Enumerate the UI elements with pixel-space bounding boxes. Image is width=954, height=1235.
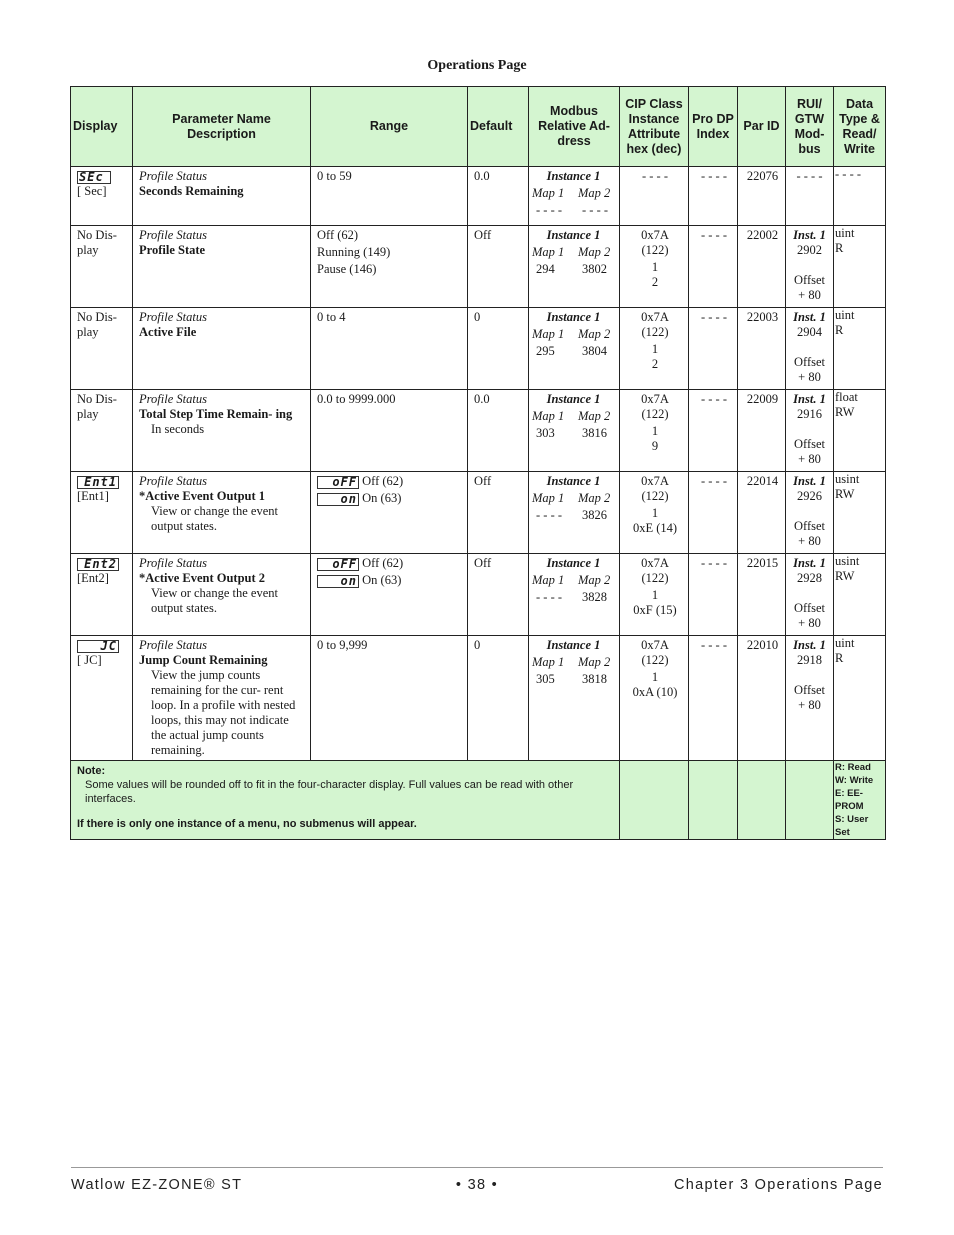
display-label: [ JC] [77,653,102,667]
cip-value: (122) [641,325,669,339]
cip-value: (122) [641,571,669,585]
cell-display [71,472,133,554]
col-header-dtype: Data Type & Read/ Write [834,87,886,167]
modbus-map2-label: Map 2 [578,327,611,341]
lcd-range-code: oFF [317,476,359,489]
modbus-instance: Instance 1 [546,228,601,242]
modbus-map2-address: 3818 [582,672,607,686]
cip-value: 1 [651,506,659,520]
cell-range [311,472,468,554]
modbus-map2-address: 3816 [582,426,607,440]
rui-value [787,504,832,519]
col-header-default: Default [468,87,529,167]
modbus-instance: Instance 1 [546,638,601,652]
data-type-value: usint [835,554,860,568]
cell-modbus [529,226,620,308]
cell-parid: 22014 [738,472,786,554]
range-option [317,474,463,489]
param-name: *Active Event Output 1 [139,489,266,503]
cell-range [311,636,468,761]
modbus-map1-label: Map 1 [532,327,565,341]
cell-rui [786,308,834,390]
param-name: Total Step Time Remain- ing [139,407,293,421]
cell-rui [786,167,834,226]
cell-prodp: - - - - [689,554,738,636]
cip-value: (122) [641,489,669,503]
cell-data-type [834,308,886,390]
cip-value: 1 [651,260,659,274]
cell-param-name [133,167,311,226]
footer-page-number: • 38 • [455,1177,499,1193]
table-row [71,226,886,308]
col-header-display: Display [71,87,133,167]
modbus-map-grid [532,186,615,218]
range-value: Pause (146) [317,262,377,276]
modbus-map1-label: Map 1 [532,245,565,259]
cell-param-name [133,226,311,308]
rui-value: + 80 [798,616,821,630]
cell-prodp: - - - - [689,167,738,226]
range-value: 0 to 4 [317,310,346,324]
lcd-display-code: SEc [77,171,111,184]
cell-display [71,308,133,390]
modbus-instance: Instance 1 [546,556,601,570]
rui-instance: Inst. 1 [793,392,826,406]
cell-modbus [529,390,620,472]
range-option-text: On (63) [362,573,402,587]
rui-value: 2926 [797,489,822,503]
rui-value: + 80 [798,534,821,548]
data-type-value: R [835,323,844,337]
modbus-map1-label: Map 1 [532,186,565,200]
rui-value: - - - - [796,169,823,183]
rui-instance: Inst. 1 [793,310,826,324]
modbus-map2-label: Map 2 [578,409,611,423]
cell-cip [620,390,689,472]
rui-value: Offset [793,437,825,451]
range-option-text: On (63) [362,491,402,505]
cell-parid: 22015 [738,554,786,636]
rui-value: + 80 [798,288,821,302]
cip-value: 0x7A [641,310,669,324]
col-header-param-name-line2: Description [187,126,256,141]
cip-value: 9 [651,439,659,453]
cell-cip [620,554,689,636]
cell-default: 0 [468,308,529,390]
rui-value [787,586,832,601]
data-type-value: R [835,651,844,665]
param-category: Profile Status [139,169,207,183]
cip-value: 0xA (10) [632,685,678,699]
data-type-value: RW [835,487,855,501]
lcd-range-code: on [317,575,359,588]
cell-parid: 22009 [738,390,786,472]
modbus-map2-label: Map 2 [578,573,611,587]
col-header-rui: RUI/ GTW Mod-bus [786,87,834,167]
modbus-map1-address: 294 [536,262,555,276]
rui-value: Offset [793,273,825,287]
data-type-value: RW [835,569,855,583]
lcd-display-code: JC [77,640,119,653]
rui-value: 2902 [797,243,822,257]
note-empty-parid [738,761,786,840]
param-name: Jump Count Remaining [139,653,268,667]
cell-range [311,308,468,390]
cell-param-name [133,308,311,390]
cell-prodp: - - - - [689,472,738,554]
cip-value: 1 [651,424,659,438]
table-row [71,167,886,226]
cell-parid: 22002 [738,226,786,308]
cip-value: (122) [641,243,669,257]
rui-instance: Inst. 1 [793,556,826,570]
display-label: [Ent1] [77,489,109,503]
cell-data-type [834,636,886,761]
modbus-map1-label: Map 1 [532,573,565,587]
cip-value: 1 [651,670,659,684]
rui-value: Offset [793,683,825,697]
rui-value [787,340,832,355]
param-name: Active File [139,325,197,339]
modbus-map1-address: 305 [536,672,555,686]
cell-cip [620,308,689,390]
param-category: Profile Status [139,474,207,488]
cell-modbus [529,554,620,636]
legend-user-set: S: User Set [835,814,869,838]
modbus-map1-label: Map 1 [532,655,565,669]
cell-data-type [834,554,886,636]
range-option-text: Off (62) [362,474,404,488]
param-description: View or change the event output states. [151,504,278,533]
modbus-map2-address: - - - - [582,203,609,217]
modbus-map2-address: 3828 [582,590,607,604]
note-title: Note: [77,765,106,777]
data-type-value: uint [835,226,855,240]
param-description: In seconds [151,422,205,436]
modbus-map2-address: 3804 [582,344,607,358]
rui-value: 2916 [797,407,822,421]
legend-cell [834,761,886,840]
modbus-map-grid [532,327,615,359]
param-description: View the jump counts remaining for the cur- rent loop. In a profile with nested loops, this may not indicate the actual jump counts remaining. [151,668,296,757]
note-empty-rui [786,761,834,840]
param-name: Seconds Remaining [139,184,244,198]
modbus-map-grid [532,573,615,605]
header-row [71,87,886,167]
modbus-map1-address: 303 [536,426,555,440]
modbus-map2-label: Map 2 [578,491,611,505]
footer-rule [71,1167,883,1168]
modbus-map-grid [532,491,615,523]
lcd-display-code: Ent1 [77,476,119,489]
cell-range [311,390,468,472]
cip-value: (122) [641,653,669,667]
modbus-map-grid [532,245,615,277]
table-row [71,554,886,636]
col-header-range: Range [311,87,468,167]
cip-value: 1 [651,342,659,356]
rui-value: + 80 [798,698,821,712]
table-row [71,472,886,554]
col-header-prodp: Pro DP Index [689,87,738,167]
rui-value: 2904 [797,325,822,339]
range-value: Running (149) [317,245,391,259]
modbus-map1-address: 295 [536,344,555,358]
cell-data-type [834,226,886,308]
cell-modbus [529,167,620,226]
note-empty-cip [620,761,689,840]
cell-data-type [834,167,886,226]
display-label: [Ent2] [77,571,109,585]
cip-value: 0x7A [641,638,669,652]
cell-parid: 22003 [738,308,786,390]
cell-display [71,554,133,636]
cell-rui [786,226,834,308]
cip-value: 0x7A [641,392,669,406]
rui-value [787,422,832,437]
cell-cip [620,472,689,554]
cell-cip [620,226,689,308]
modbus-map1-address: - - - - [536,203,563,217]
rui-value: Offset [793,601,825,615]
range-value: 0.0 to 9999.000 [317,392,396,406]
cell-default: Off [468,226,529,308]
cell-cip [620,636,689,761]
lcd-range-code: oFF [317,558,359,571]
lcd-range-code: on [317,493,359,506]
data-type-value: usint [835,472,860,486]
cell-param-name [133,554,311,636]
modbus-map2-label: Map 2 [578,655,611,669]
cell-display [71,167,133,226]
cip-value: 0xF (15) [633,603,677,617]
range-option [317,491,463,506]
param-category: Profile Status [139,310,207,324]
data-type-value: RW [835,405,855,419]
param-name: *Active Event Output 2 [139,571,266,585]
modbus-map1-address: - - - - [536,508,563,522]
cell-param-name [133,390,311,472]
modbus-map2-label: Map 2 [578,245,611,259]
range-value: 0 to 59 [317,169,352,183]
modbus-map2-label: Map 2 [578,186,611,200]
legend-read: R: Read [835,762,871,773]
display-label: No Dis- play [77,228,117,257]
footer-product: Watlow EZ-ZONE® ST [71,1177,243,1193]
cell-display [71,226,133,308]
cell-default: 0 [468,636,529,761]
cell-data-type [834,390,886,472]
rui-value: Offset [793,355,825,369]
table-row [71,636,886,761]
cell-cip [620,167,689,226]
cell-modbus [529,472,620,554]
modbus-instance: Instance 1 [546,474,601,488]
param-category: Profile Status [139,556,207,570]
cell-default: 0.0 [468,390,529,472]
rui-value [787,668,832,683]
cell-prodp: - - - - [689,636,738,761]
cip-value: 2 [651,275,659,289]
cell-parid: 22010 [738,636,786,761]
display-label: No Dis- play [77,392,117,421]
cip-value: - - - - [641,169,669,183]
col-header-modbus: Modbus Relative Ad-dress [529,87,620,167]
cell-prodp: - - - - [689,226,738,308]
range-option-text: Off (62) [362,556,404,570]
modbus-map-grid [532,409,615,441]
note-empty-prodp [689,761,738,840]
cip-value: 0x7A [641,228,669,242]
modbus-map2-address: 3802 [582,262,607,276]
col-header-param-name [133,87,311,167]
modbus-map1-label: Map 1 [532,491,565,505]
legend-eeprom: E: EE- PROM [835,788,864,812]
cip-value: 2 [651,357,659,371]
footer-chapter: Chapter 3 Operations Page [673,1177,883,1193]
cell-prodp: - - - - [689,390,738,472]
modbus-map1-address: - - - - [536,590,563,604]
cell-range [311,554,468,636]
modbus-map-grid [532,655,615,687]
modbus-instance: Instance 1 [546,169,601,183]
cip-value: (122) [641,407,669,421]
table-row [71,390,886,472]
cip-value: 1 [651,588,659,602]
modbus-instance: Instance 1 [546,392,601,406]
note-cell [71,761,620,840]
table-row [71,308,886,390]
cell-default: 0.0 [468,167,529,226]
cip-value: 0x7A [641,474,669,488]
rui-value: Offset [793,519,825,533]
cell-display [71,390,133,472]
range-option [317,573,463,588]
cell-default: Off [468,554,529,636]
range-option [317,556,463,571]
cell-param-name [133,472,311,554]
data-type-value: uint [835,636,855,650]
cell-modbus [529,308,620,390]
range-value: 0 to 9,999 [317,638,368,652]
rui-instance: Inst. 1 [793,638,826,652]
data-type-value: R [835,241,844,255]
modbus-map1-label: Map 1 [532,409,565,423]
cell-param-name [133,636,311,761]
data-type-value: uint [835,308,855,322]
param-description: View or change the event output states. [151,586,278,615]
note-line2: If there is only one instance of a menu, no submenus will appear. [77,818,417,830]
display-label: No Dis- play [77,310,117,339]
cell-prodp: - - - - [689,308,738,390]
cell-rui [786,472,834,554]
cell-data-type [834,472,886,554]
rui-value: 2928 [797,571,822,585]
cip-value: 0x7A [641,556,669,570]
display-label: [ Sec] [77,184,107,198]
param-name: Profile State [139,243,206,257]
cell-parid: 22076 [738,167,786,226]
param-category: Profile Status [139,392,207,406]
param-category: Profile Status [139,228,207,242]
rui-value: 2918 [797,653,822,667]
cell-range [311,226,468,308]
cell-rui [786,554,834,636]
param-category: Profile Status [139,638,207,652]
cell-rui [786,390,834,472]
rui-instance: Inst. 1 [793,474,826,488]
cell-default: Off [468,472,529,554]
data-type-value: - - - - [835,167,862,181]
cell-rui [786,636,834,761]
col-header-param-name-line1: Parameter Name [172,111,271,126]
cell-range [311,167,468,226]
data-type-value: float [835,390,858,404]
rui-value [787,258,832,273]
modbus-map2-address: 3826 [582,508,607,522]
col-header-parid: Par ID [738,87,786,167]
note-row [71,761,886,840]
modbus-instance: Instance 1 [546,310,601,324]
page-heading: Operations Page [427,58,527,73]
operations-table [70,86,886,840]
range-value: Off (62) [317,228,359,242]
rui-value: + 80 [798,452,821,466]
rui-instance: Inst. 1 [793,228,826,242]
note-line1: Some values will be rounded off to fit in the four-character display. Full values can be read with other interfaces. [85,779,574,805]
cip-value: 0xE (14) [632,521,678,535]
cell-modbus [529,636,620,761]
rui-value: + 80 [798,370,821,384]
lcd-display-code: Ent2 [77,558,119,571]
legend-write: W: Write [835,775,874,786]
cell-display [71,636,133,761]
col-header-cip: CIP Class Instance Attribute hex (dec) [620,87,689,167]
